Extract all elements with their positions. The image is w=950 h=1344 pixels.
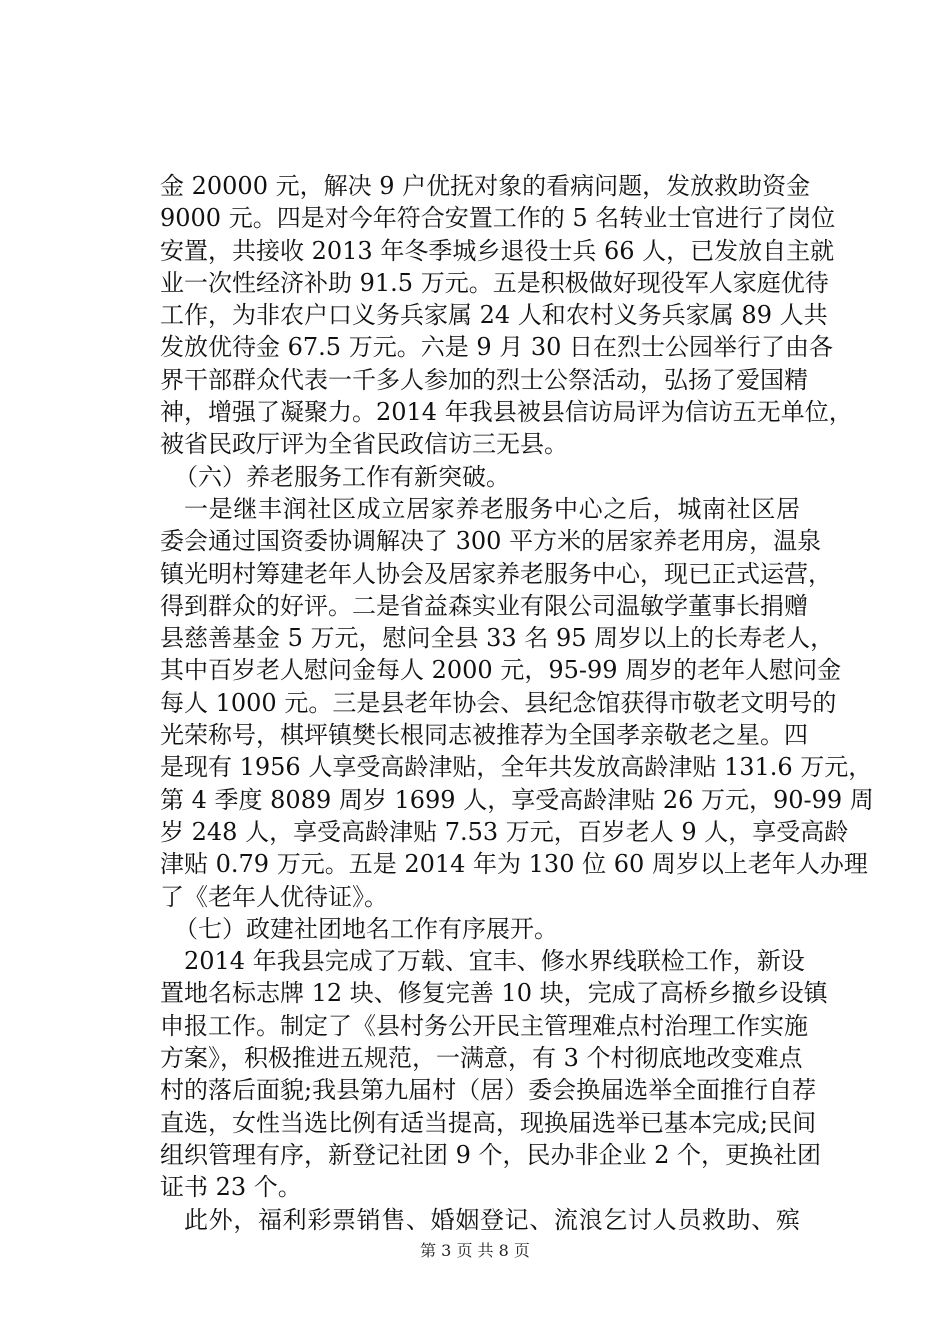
text-line: 此外，福利彩票销售、婚姻登记、流浪乞讨人员救助、殡 (184, 1205, 800, 1234)
text-line: 津贴 0.79 万元。五是 2014 年为 130 位 60 周岁以上老年人办理 (160, 850, 868, 879)
text-line: 神，增强了凝聚力。2014 年我县被县信访局评为信访五无单位， (160, 398, 853, 427)
text-line: 方案》，积极推进五规范，一满意，有 3 个村彻底地改变难点 (160, 1044, 803, 1073)
page-footer: 第 3 页 共 8 页 (420, 1241, 530, 1260)
text-line: 得到群众的好评。二是省益森实业有限公司温敏学董事长捐赠 (160, 591, 808, 620)
text-line: 发放优待金 67.5 万元。六是 9 月 30 日在烈士公园举行了由各 (160, 333, 834, 362)
text-line: 其中百岁老人慰问金每人 2000 元，95-99 周岁的老年人慰问金 (160, 656, 842, 685)
text-line: 界干部群众代表一千多人参加的烈士公祭活动，弘扬了爱国精 (160, 365, 808, 394)
text-line: 岁 248 人，享受高龄津贴 7.53 万元，百岁老人 9 人，享受高龄 (160, 817, 849, 846)
text-line: 证书 23 个。 (160, 1173, 302, 1202)
text-line: 委会通过国资委协调解决了 300 平方米的居家养老用房，温泉 (160, 527, 822, 556)
text-line: 每人 1000 元。三是县老年协会、县纪念馆获得市敬老文明号的 (160, 688, 837, 717)
text-line: 了《老年人优待证》。 (160, 882, 388, 911)
text-line: 业一次性经济补助 91.5 万元。五是积极做好现役军人家庭优待 (160, 268, 829, 297)
text-line: 镇光明村筹建老年人协会及居家养老服务中心，现已正式运营， (160, 559, 832, 588)
text-line: 2014 年我县完成了万载、宜丰、修水界线联检工作，新设 (184, 947, 805, 976)
text-line: 申报工作。制定了《县村务公开民主管理难点村治理工作实施 (160, 1011, 808, 1040)
text-line: 工作，为非农户口义务兵家属 24 人和农村义务兵家属 89 人共 (160, 301, 828, 330)
text-line: 一是继丰润社区成立居家养老服务中心之后，城南社区居 (184, 494, 800, 523)
text-line: 是现有 1956 人享受高龄津贴，全年共发放高龄津贴 131.6 万元， (160, 753, 873, 782)
text-line: 组织管理有序，新登记社团 9 个，民办非企业 2 个，更换社团 (160, 1140, 822, 1169)
text-line: 9000 元。四是对今年符合安置工作的 5 名转业士官进行了岗位 (160, 204, 836, 233)
text-line: 县慈善基金 5 万元，慰问全县 33 名 95 周岁以上的长寿老人， (160, 624, 835, 653)
text-line: 置地名标志牌 12 块、修复完善 10 块，完成了高桥乡撤乡设镇 (160, 979, 828, 1008)
text-line: 村的落后面貌;我县第九届村（居）委会换届选举全面推行自荐 (160, 1076, 817, 1105)
text-line: 金 20000 元，解决 9 户优抚对象的看病问题，发放救助资金 (160, 172, 811, 200)
text-line: （六）养老服务工作有新突破。 (174, 462, 510, 491)
text-line: 第 4 季度 8089 周岁 1699 人，享受高龄津贴 26 万元，90-99 周 (160, 785, 874, 814)
text-line: 直选，女性当选比例有适当提高，现换届选举已基本完成;民间 (160, 1108, 817, 1137)
text-line: 安置，共接收 2013 年冬季城乡退役士兵 66 人，已发放自主就 (160, 236, 835, 265)
document-body (160, 170, 874, 1236)
text-line: 光荣称号，棋坪镇樊长根同志被推荐为全国孝亲敬老之星。四 (160, 721, 808, 750)
text-line: （七）政建社团地名工作有序展开。 (174, 914, 558, 943)
text-line: 被省民政厅评为全省民政信访三无县。 (160, 430, 568, 459)
